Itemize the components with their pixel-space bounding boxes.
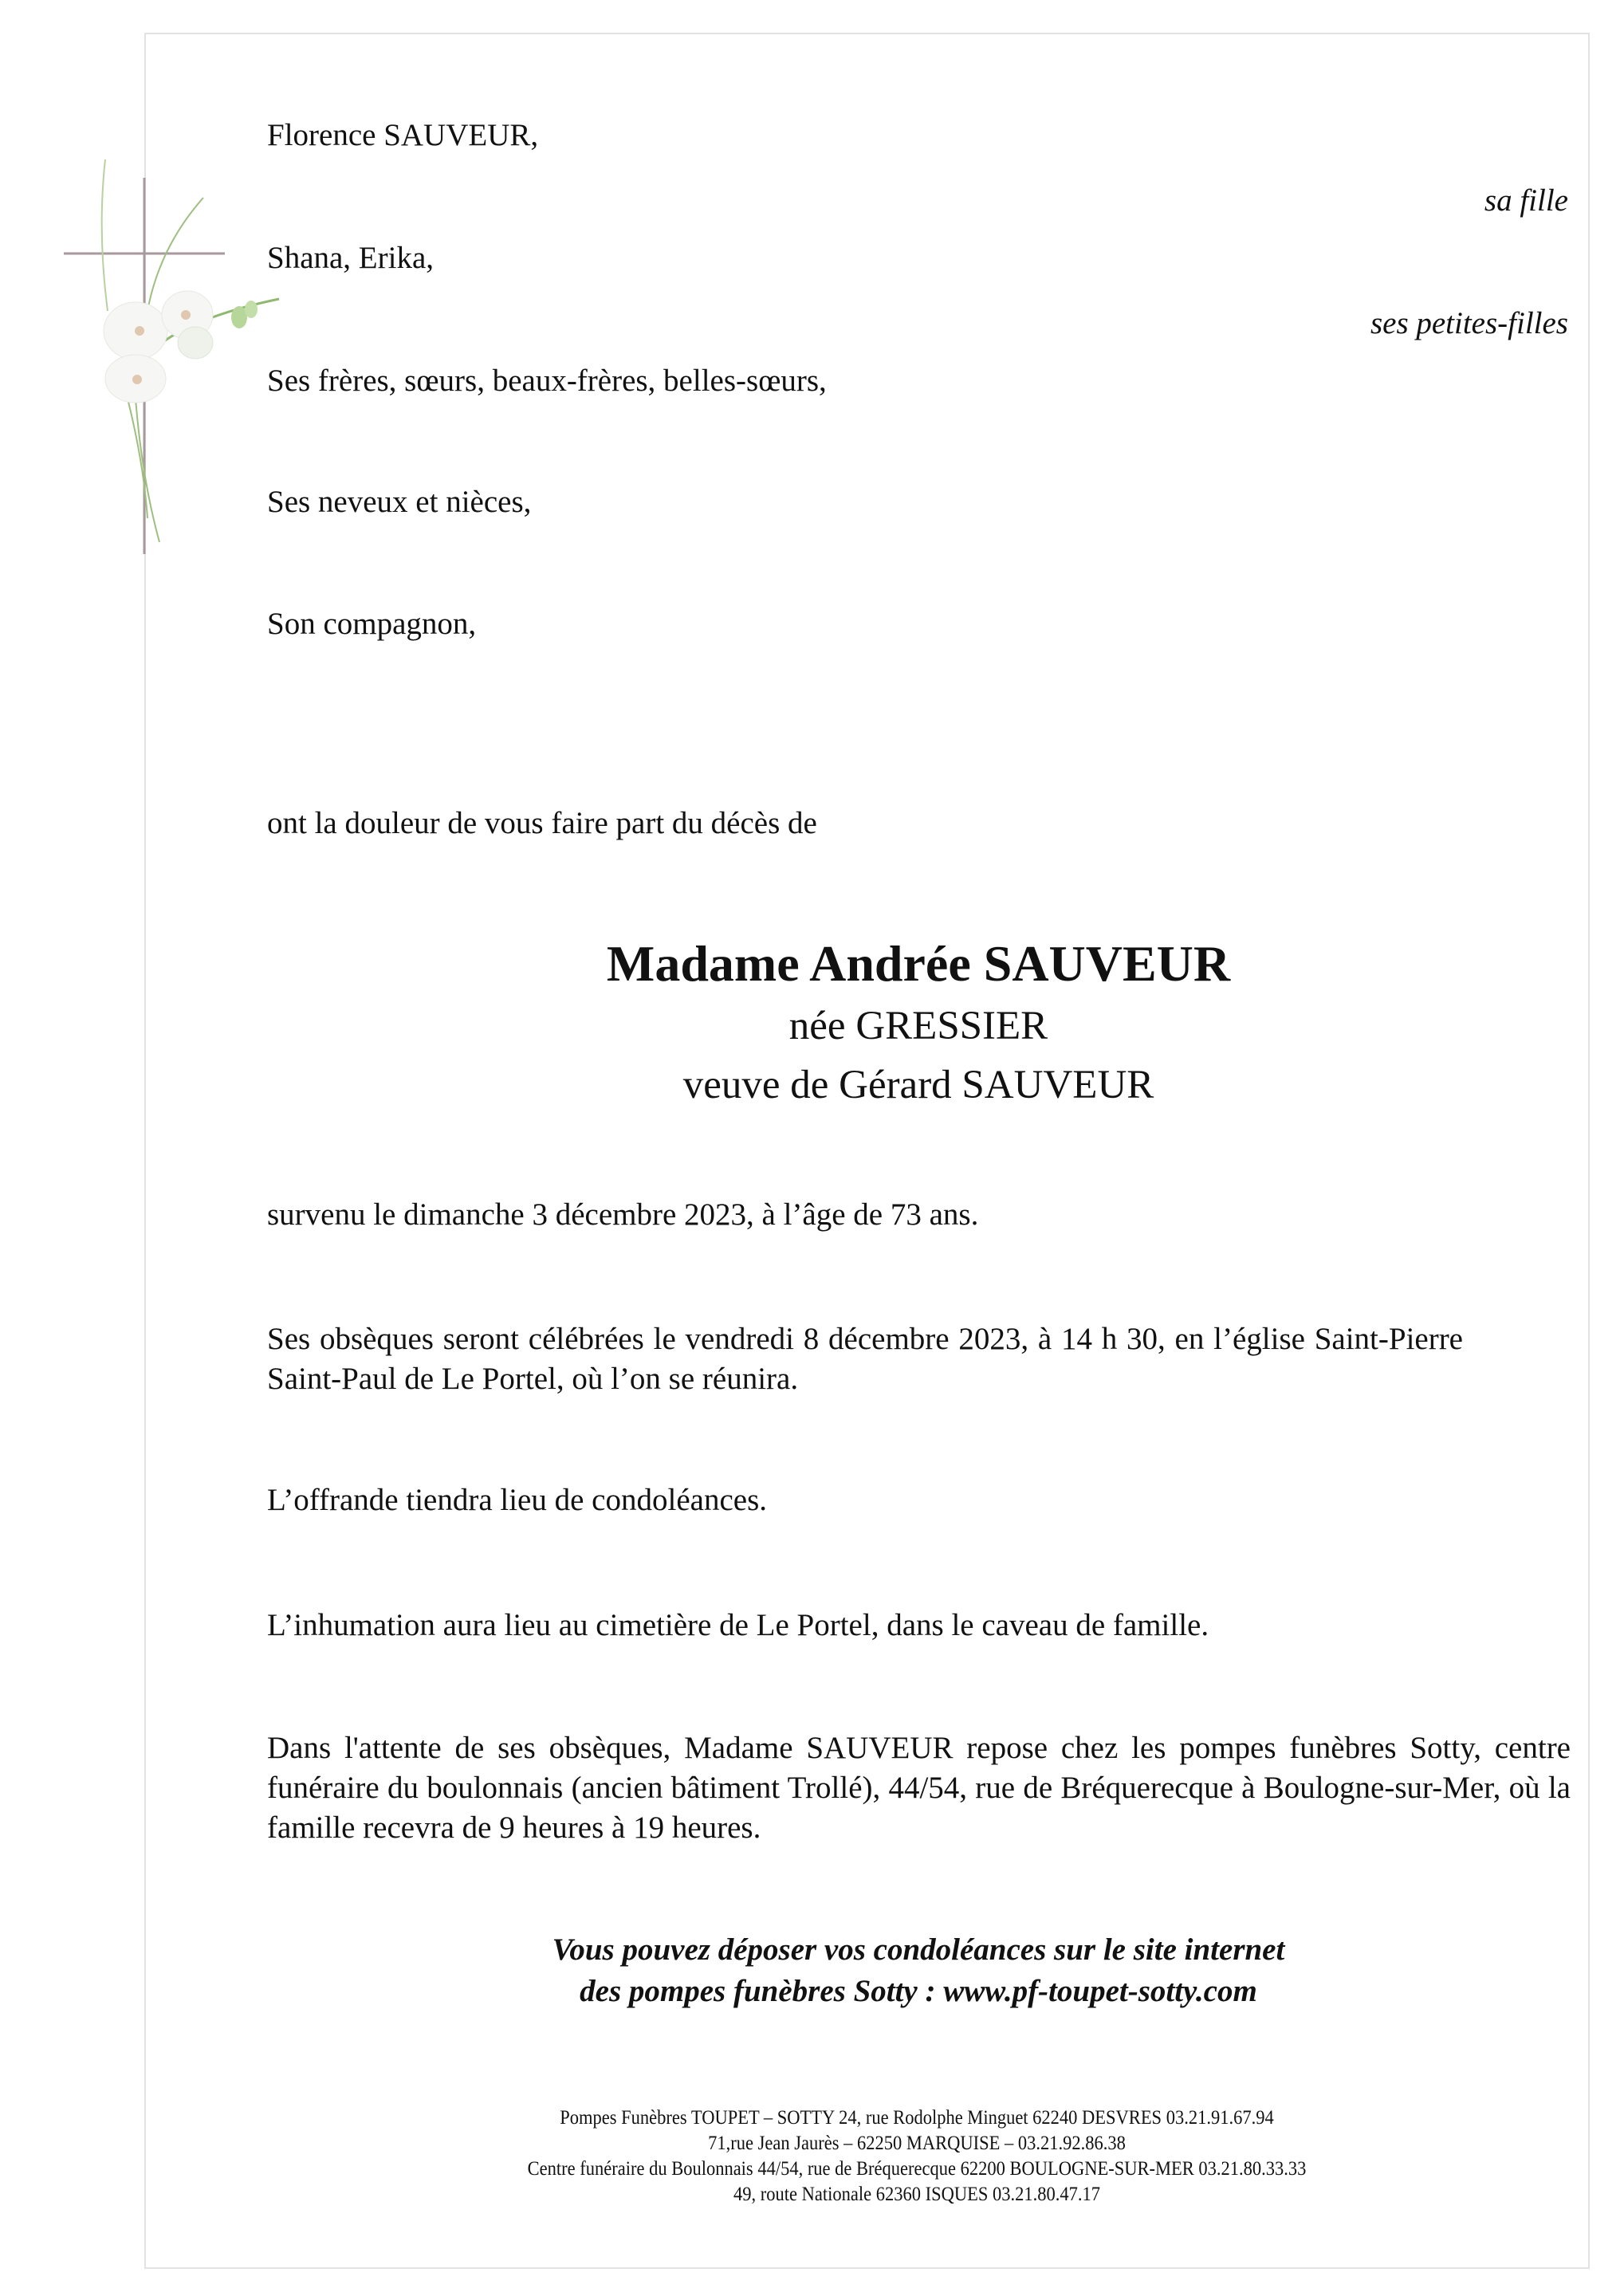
deceased-maiden-name: née GRESSIER xyxy=(788,1004,1048,1048)
deceased-widow-of: veuve de Gérard SAUVEUR xyxy=(682,1063,1154,1107)
footer-line: 49, route Nationale 62360 ISQUES 03.21.80.47.17 xyxy=(733,2184,1100,2205)
footer-line: Pompes Funèbres TOUPET – SOTTY 24, rue Rodolphe Minguet 62240 DESVRES 03.21.91.67.94 xyxy=(560,2107,1274,2129)
family-member-name: Son compagnon, xyxy=(267,607,477,641)
family-member-name: Ses neveux et nièces, xyxy=(267,485,532,519)
condolences-line-2: des pompes funèbres Sotty : www.pf-toupet-sotty.com xyxy=(580,1974,1257,2008)
family-member-name: Shana, Erika, xyxy=(267,241,435,275)
footer-line: Centre funéraire du Boulonnais 44/54, rue de Bréquerecque 62200 BOULOGNE-SUR-MER 03.21.80.33.33 xyxy=(527,2158,1307,2180)
funeral-text: Ses obsèques seront célébrées le vendredi 8 décembre 2023, à 14 h 30, en l’église Saint-Pierre Saint-Paul de Le Portel, où l’on se réunira. xyxy=(267,1322,1463,1396)
footer-line: 71,rue Jean Jaurès – 62250 MARQUISE – 03.21.92.86.38 xyxy=(708,2133,1126,2154)
resting-place-text: Dans l'attente de ses obsèques, Madame SAUVEUR repose chez les pompes funèbres Sotty, centre funéraire du boulonnais (ancien bâtiment Trollé), 44/54, rue de Bréquerecque à Boulogne-sur-Mer, où la famille recevra de 9 heures à 19 heures. xyxy=(267,1731,1571,1845)
death-date-text: survenu le dimanche 3 décembre 2023, à l’âge de 73 ans. xyxy=(267,1197,979,1232)
offering-text: L’offrande tiendra lieu de condoléances. xyxy=(267,1483,767,1517)
family-member-name: Florence SAUVEUR, xyxy=(267,118,539,152)
condolences-line-1: Vous pouvez déposer vos condoléances sur le site internet xyxy=(552,1932,1285,1967)
family-relation: ses petites-filles xyxy=(1370,306,1568,340)
burial-text: L’inhumation aura lieu au cimetière de Le Portel, dans le caveau de famille. xyxy=(267,1608,1209,1642)
deceased-name: Madame Andrée SAUVEUR xyxy=(606,935,1231,992)
announcement-text: ont la douleur de vous faire part du décès de xyxy=(267,806,817,840)
family-member-name: Ses frères, sœurs, beaux-frères, belles-sœurs, xyxy=(267,364,827,398)
cross-orchid-icon xyxy=(48,159,303,606)
family-relation: sa fille xyxy=(1484,183,1568,218)
footer-address xyxy=(0,2105,1624,2208)
